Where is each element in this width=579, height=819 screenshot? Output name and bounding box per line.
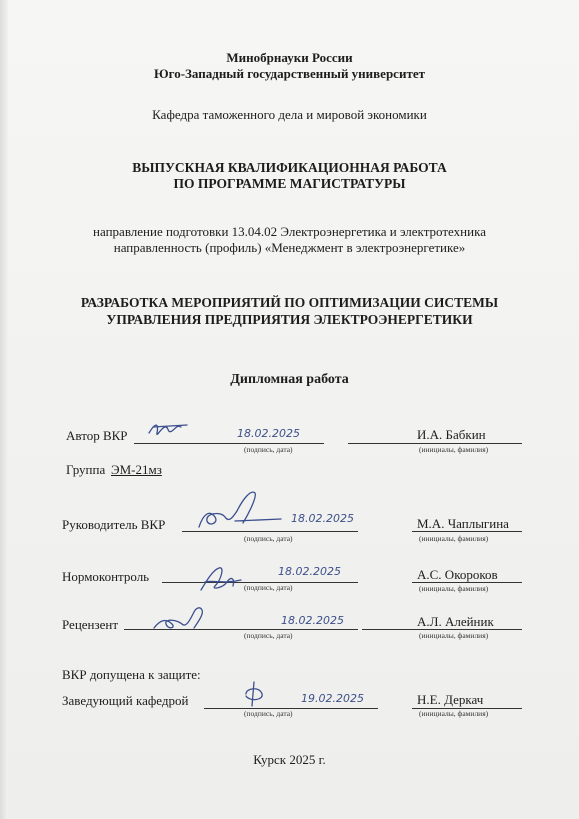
university-title: Юго-Западный государственный университет bbox=[154, 66, 425, 81]
supervisor-signature bbox=[195, 487, 285, 533]
reviewer-name-caption: (инициалы, фамилия) bbox=[419, 631, 489, 640]
head-name-caption: (инициалы, фамилия) bbox=[419, 709, 489, 718]
supervisor-sign-caption: (подпись, дата) bbox=[244, 534, 293, 543]
author-name: И.А. Бабкин bbox=[417, 427, 486, 442]
head-signature bbox=[240, 680, 270, 710]
supervisor-name-caption: (инициалы, фамилия) bbox=[419, 534, 489, 543]
document-subtitle: Дипломная работа bbox=[230, 372, 349, 387]
work-type-line1: ВЫПУСКНАЯ КВАЛИФИКАЦИОННАЯ РАБОТА bbox=[132, 160, 447, 175]
author-name-line bbox=[348, 443, 522, 444]
normcontrol-sign-caption: (подпись, дата) bbox=[244, 583, 293, 592]
normcontrol-label: Нормоконтроль bbox=[62, 569, 150, 584]
supervisor-name: М.А. Чаплыгина bbox=[417, 516, 509, 531]
author-date: 18.02.2025 bbox=[237, 427, 300, 440]
author-name-caption: (инициалы, фамилия) bbox=[419, 445, 489, 454]
head-sign-caption: (подпись, дата) bbox=[244, 709, 293, 718]
direction-line1: направление подготовки 13.04.02 Электроэнергетика и электротехника bbox=[93, 224, 486, 239]
author-signature-line bbox=[134, 443, 324, 444]
normcontrol-date: 18.02.2025 bbox=[278, 565, 341, 578]
department-title: Кафедра таможенного дела и мировой экономики bbox=[152, 107, 427, 122]
supervisor-label: Руководитель ВКР bbox=[62, 517, 166, 532]
reviewer-sign-caption: (подпись, дата) bbox=[244, 631, 293, 640]
head-name: Н.Е. Деркач bbox=[417, 692, 484, 707]
ministry-title: Минобрнауки России bbox=[226, 50, 353, 65]
reviewer-name: А.Л. Алейник bbox=[417, 614, 494, 629]
admission-label: ВКР допущена к защите: bbox=[62, 667, 201, 682]
direction-line2: направленность (профиль) «Менеджмент в электроэнергетике» bbox=[113, 240, 466, 255]
topic-line2: УПРАВЛЕНИЯ ПРЕДПРИЯТИЯ ЭЛЕКТРОЭНЕРГЕТИКИ bbox=[106, 312, 473, 327]
author-label: Автор ВКР bbox=[66, 428, 128, 443]
group-label: Группа bbox=[66, 462, 106, 477]
supervisor-date: 18.02.2025 bbox=[291, 512, 354, 525]
normcontrol-signature bbox=[197, 560, 247, 596]
footer-city-year: Курск 2025 г. bbox=[253, 752, 326, 767]
reviewer-date: 18.02.2025 bbox=[281, 614, 344, 627]
normcontrol-name-caption: (инициалы, фамилия) bbox=[419, 584, 489, 593]
author-sign-caption: (подпись, дата) bbox=[244, 445, 293, 454]
reviewer-label: Рецензент bbox=[62, 617, 119, 632]
head-date: 19.02.2025 bbox=[301, 692, 364, 705]
reviewer-signature bbox=[150, 600, 210, 634]
topic-line1: РАЗРАБОТКА МЕРОПРИЯТИЙ ПО ОПТИМИЗАЦИИ СИСТЕМЫ bbox=[80, 295, 499, 310]
group-value: ЭМ-21мз bbox=[111, 462, 162, 477]
normcontrol-name: А.С. Окороков bbox=[417, 567, 498, 582]
author-signature bbox=[147, 419, 191, 441]
head-label: Заведующий кафедрой bbox=[62, 693, 189, 708]
work-type-line2: ПО ПРОГРАММЕ МАГИСТРАТУРЫ bbox=[173, 176, 406, 191]
